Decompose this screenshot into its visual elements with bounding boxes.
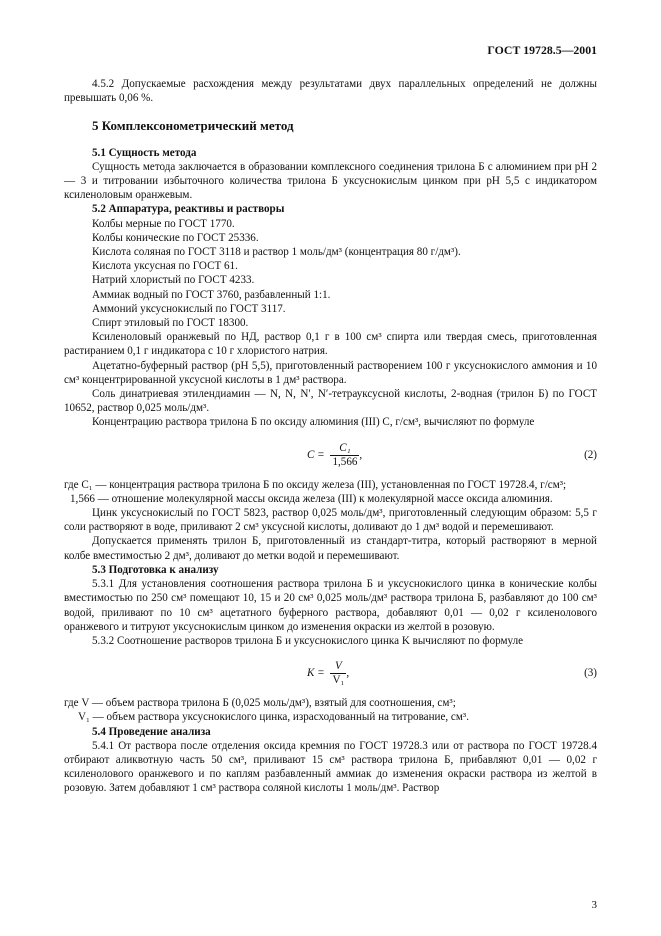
paragraph-acetate-buffer: Ацетатно-буферный раствор (pH 5,5), приготовленный растворением 100 г уксуснокислого аммония и 10 см³ концентрированной уксусной кислоты в 1 дм³ раствора. (64, 359, 597, 386)
where-1566 (64, 492, 597, 506)
formula-2-fraction (330, 442, 359, 469)
formula-2-lhs: C = (307, 448, 325, 461)
where-c1-symbol: где C₁ (64, 478, 93, 491)
reagent-item: Кислота соляная по ГОСТ 3118 и раствор 1 моль/дм³ (концентрация 80 г/дм³). (92, 246, 461, 259)
paragraph-trilon: Соль динатриевая этилендиамин — N, N, N′, N′-тетрауксусной кислоты, 2-водная (трилон Б) по ГОСТ 10652, раствор 0,025 моль/дм³. (64, 388, 597, 415)
formula-3-denominator: V₁ (332, 674, 345, 687)
formula-2-expression (307, 442, 362, 469)
where-v1: V₁ — объем раствора уксуснокислого цинка, израсходованный на титрование, см³. (78, 711, 469, 724)
reagent-item: Аммоний уксуснокислый по ГОСТ 3117. (92, 302, 286, 315)
reagent-item: Колбы конические по ГОСТ 25336. (92, 231, 259, 244)
formula-3-number: (3) (584, 667, 597, 680)
reagent-item: Аммиак водный по ГОСТ 3760, разбавленный 1:1. (92, 288, 331, 301)
page-number: 3 (591, 899, 597, 911)
formula-3-tail: , (346, 667, 350, 680)
section-5-title: 5 Комплексонометрический метод (92, 118, 294, 134)
paragraph-5-3-1: 5.3.1 Для установления соотношения раствора трилона Б и уксуснокислого цинка в конические колбы вместимостью по 250 см³ помещают 10, 15 и 20 см³ 0,025 моль/дм³ раствора трилона Б, разбавляют до 100 см³ водой, приливают по 10 см³ ацетатного буферного раствора, добавляют 0,01 — 0,02 г ксиленолового оранжевого и титруют уксуснокислым цинком до изменения окраски из желтой в розовую. (64, 578, 597, 633)
formula-2-tail: , (359, 448, 363, 461)
paragraph-xylenol: Ксиленоловый оранжевый по НД, раствор 0,1 г в 100 см³ спирта или твердая смесь, приготовленная растиранием 0,1 г индикатора с 10 г хлористого натрия. (64, 331, 597, 358)
paragraph-allowed: Допускается применять трилон Б, приготовленный из стандарт-титра, который растворяют в мерной колбе вместимостью 2 дм³, доливают до метки водой и перемешивают. (64, 535, 597, 562)
paragraph-5-3-2: 5.3.2 Соотношение растворов трилона Б и уксуснокислого цинка K вычисляют по формуле (92, 634, 524, 647)
paragraph-4-5-2: 4.5.2 Допускаемые расхождения между результатами двух параллельных определений не должны превышать 0,06 %. (64, 78, 597, 105)
where-c1-text: — концентрация раствора трилона Б по оксиду железа (III), установленная по ГОСТ 19728.4, г/см³; (95, 478, 567, 491)
where-1566-text: — отношение молекулярной массы оксида железа (III) к молекулярной массе оксида алюминия. (97, 492, 553, 505)
formula-3-expression (307, 660, 349, 687)
paragraph-zinc-acetate: Цинк уксуснокислый по ГОСТ 5823, раствор 0,025 моль/дм³, приготовленный следующим образом: 5,5 г соли растворяют в воде, приливают 2 см³ уксусной кислоты, доливают до 1 дм³ водой и перемешивают. (64, 507, 597, 534)
paragraph-5-4-1: 5.4.1 От раствора после отделения оксида кремния по ГОСТ 19728.3 или от раствора по ГОСТ 19728.4 отбирают аликвотную часть 50 см³, приливают 15 см³ раствора трилона Б, прибавляют 0,01 — 0,02 г ксиленолового оранжевого и по каплям разбавленный аммиак до изменения окраски раствора из желтой в розовую. Затем добавляют 1 см³ раствора соляной кислоты 1 моль/дм³. Раствор (64, 739, 597, 795)
formula-3-fraction (330, 660, 346, 687)
paragraph-concentration: Концентрацию раствора трилона Б по оксиду алюминия (III) C, г/см³, вычисляют по формуле (92, 416, 535, 429)
where-v: где V — объем раствора трилона Б (0,025 моль/дм³), взятый для соотношения, см³; (64, 697, 456, 710)
formula-2-numerator: C₁ (330, 442, 359, 456)
formula-2-denominator: 1,566 (332, 455, 358, 468)
formula-3 (64, 656, 597, 690)
formula-2 (64, 438, 597, 472)
reagent-item: Спирт этиловый по ГОСТ 18300. (92, 317, 249, 330)
document-body (64, 77, 597, 796)
where-c1 (64, 478, 597, 492)
subsection-5-1-text: Сущность метода заключается в образовании комплексного соединения трилона Б с алюминием при pH 2 — 3 и титровании избыточного количества трилона Б уксуснокислым цинком при pH 5,5 с индикатором ксиленоловым оранжевым. (64, 160, 597, 202)
subsection-5-3-title: 5.3 Подготовка к анализу (92, 563, 219, 576)
subsection-5-4-title: 5.4 Проведение анализа (92, 725, 211, 738)
formula-3-lhs: K = (307, 667, 325, 680)
subsection-5-2-title: 5.2 Аппаратура, реактивы и растворы (92, 203, 285, 216)
reagent-item: Натрий хлористый по ГОСТ 4233. (92, 274, 255, 287)
where-1566-symbol: 1,566 (70, 492, 95, 505)
page-header-gost: ГОСТ 19728.5—2001 (487, 43, 597, 57)
formula-2-number: (2) (584, 448, 597, 461)
formula-3-numerator: V (330, 660, 346, 674)
reagent-item: Колбы мерные по ГОСТ 1770. (92, 217, 235, 230)
subsection-5-1-title: 5.1 Сущность метода (92, 146, 197, 159)
reagent-item: Кислота уксусная по ГОСТ 61. (92, 260, 238, 273)
